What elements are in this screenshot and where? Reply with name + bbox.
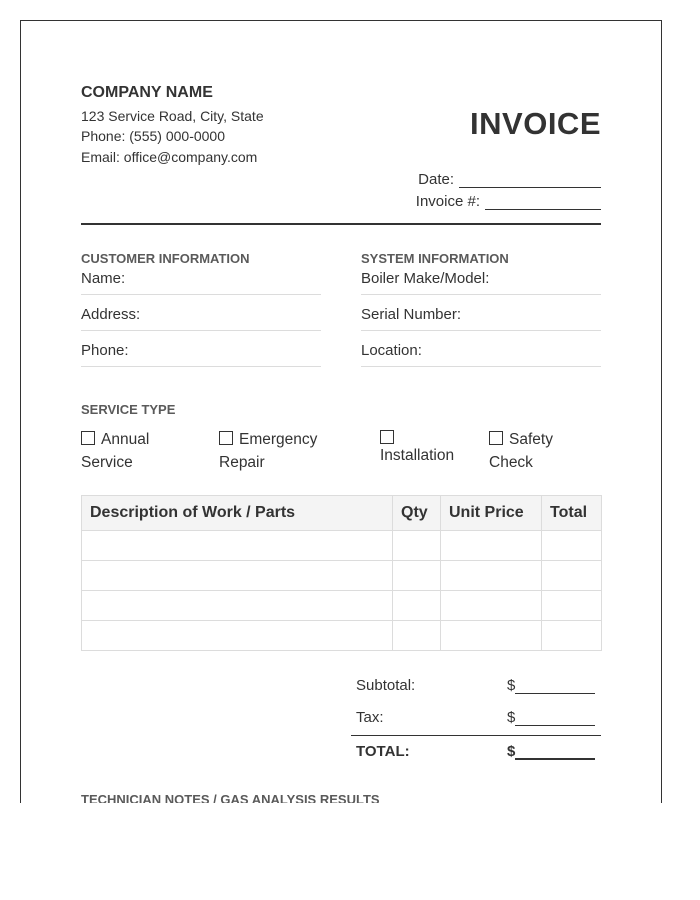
tax-label: Tax: <box>356 709 384 726</box>
unit-price-cell[interactable] <box>441 561 542 591</box>
service-option-safety[interactable] <box>489 428 599 474</box>
service-option-installation[interactable] <box>380 428 480 467</box>
checkbox-wrap <box>380 428 480 444</box>
total-cell[interactable] <box>542 621 602 651</box>
total-blank[interactable] <box>515 744 595 760</box>
invoice-number-field[interactable] <box>485 195 601 210</box>
checkbox-icon[interactable] <box>81 431 95 445</box>
invoice-number-row <box>416 193 601 210</box>
service-option-label-2: Check <box>489 454 533 471</box>
boiler-model-field[interactable] <box>361 270 601 295</box>
service-option-label-2: Installation <box>380 447 455 464</box>
technician-notes-heading: TECHNICIAN NOTES / GAS ANALYSIS RESULTS <box>81 792 380 803</box>
unit-price-cell[interactable] <box>441 591 542 621</box>
currency-symbol: $ <box>507 677 516 694</box>
header-divider <box>81 223 601 225</box>
table-header-row <box>82 496 602 531</box>
customer-phone-field[interactable] <box>81 342 321 367</box>
company-address: 123 Service Road, City, State <box>81 108 264 124</box>
unit-price-cell[interactable] <box>441 531 542 561</box>
invoice-date-field[interactable] <box>459 173 601 188</box>
work-parts-table <box>81 495 602 651</box>
service-type-heading: SERVICE TYPE <box>81 402 176 417</box>
column-header-description: Description of Work / Parts <box>82 496 393 531</box>
location-label: Location: <box>361 342 422 359</box>
description-cell[interactable] <box>82 591 393 621</box>
checkbox-icon[interactable] <box>489 431 503 445</box>
service-option-annual[interactable] <box>81 428 191 474</box>
invoice-number-label: Invoice #: <box>415 193 480 210</box>
total-cell[interactable] <box>542 561 602 591</box>
qty-cell[interactable] <box>393 561 441 591</box>
table-row <box>82 591 602 621</box>
currency-symbol: $ <box>507 709 516 726</box>
checkbox-icon[interactable] <box>219 431 233 445</box>
tax-amount[interactable] <box>507 709 595 726</box>
customer-name-field[interactable] <box>81 270 321 295</box>
qty-cell[interactable] <box>393 591 441 621</box>
invoice-date-label: Date: <box>418 171 454 188</box>
customer-name-label: Name: <box>81 270 126 287</box>
system-information-heading: SYSTEM INFORMATION <box>361 251 509 266</box>
serial-number-label: Serial Number: <box>361 306 462 323</box>
qty-cell[interactable] <box>393 621 441 651</box>
table-row <box>82 621 602 651</box>
service-option-label: Emergency <box>239 431 318 448</box>
customer-address-label: Address: <box>81 306 141 323</box>
subtotal-label: Subtotal: <box>356 677 416 694</box>
description-cell[interactable] <box>82 561 393 591</box>
invoice-title: INVOICE <box>470 106 601 141</box>
column-header-total: Total <box>542 496 602 531</box>
qty-cell[interactable] <box>393 531 441 561</box>
subtotal-amount[interactable] <box>507 677 595 694</box>
total-label: TOTAL: <box>356 743 410 760</box>
total-cell[interactable] <box>542 531 602 561</box>
customer-phone-label: Phone: <box>81 342 129 359</box>
description-cell[interactable] <box>82 621 393 651</box>
service-option-emergency[interactable] <box>219 428 344 474</box>
currency-symbol: $ <box>507 743 516 760</box>
invoice-page <box>20 20 662 803</box>
description-cell[interactable] <box>82 531 393 561</box>
unit-price-cell[interactable] <box>441 621 542 651</box>
boiler-model-label: Boiler Make/Model: <box>361 270 490 287</box>
company-name: COMPANY NAME <box>81 84 213 101</box>
customer-information-heading: CUSTOMER INFORMATION <box>81 251 250 266</box>
total-cell[interactable] <box>542 591 602 621</box>
company-phone: Phone: (555) 000-0000 <box>81 128 225 144</box>
company-email: Email: office@company.com <box>81 149 258 165</box>
service-option-label-2: Repair <box>219 454 265 471</box>
checkbox-icon[interactable] <box>380 430 394 444</box>
location-field[interactable] <box>361 342 601 367</box>
service-option-label: Annual <box>101 431 150 448</box>
column-header-unit-price: Unit Price <box>441 496 542 531</box>
subtotal-blank[interactable] <box>515 679 595 694</box>
tax-blank[interactable] <box>515 711 595 726</box>
table-row <box>82 561 602 591</box>
totals-divider <box>351 735 601 736</box>
serial-number-field[interactable] <box>361 306 601 331</box>
total-amount[interactable] <box>507 743 595 760</box>
column-header-qty: Qty <box>393 496 441 531</box>
table-row <box>82 531 602 561</box>
service-option-label: Safety <box>509 431 553 448</box>
customer-address-field[interactable] <box>81 306 321 331</box>
invoice-date-row <box>418 171 601 188</box>
service-option-label-2: Service <box>81 454 133 471</box>
